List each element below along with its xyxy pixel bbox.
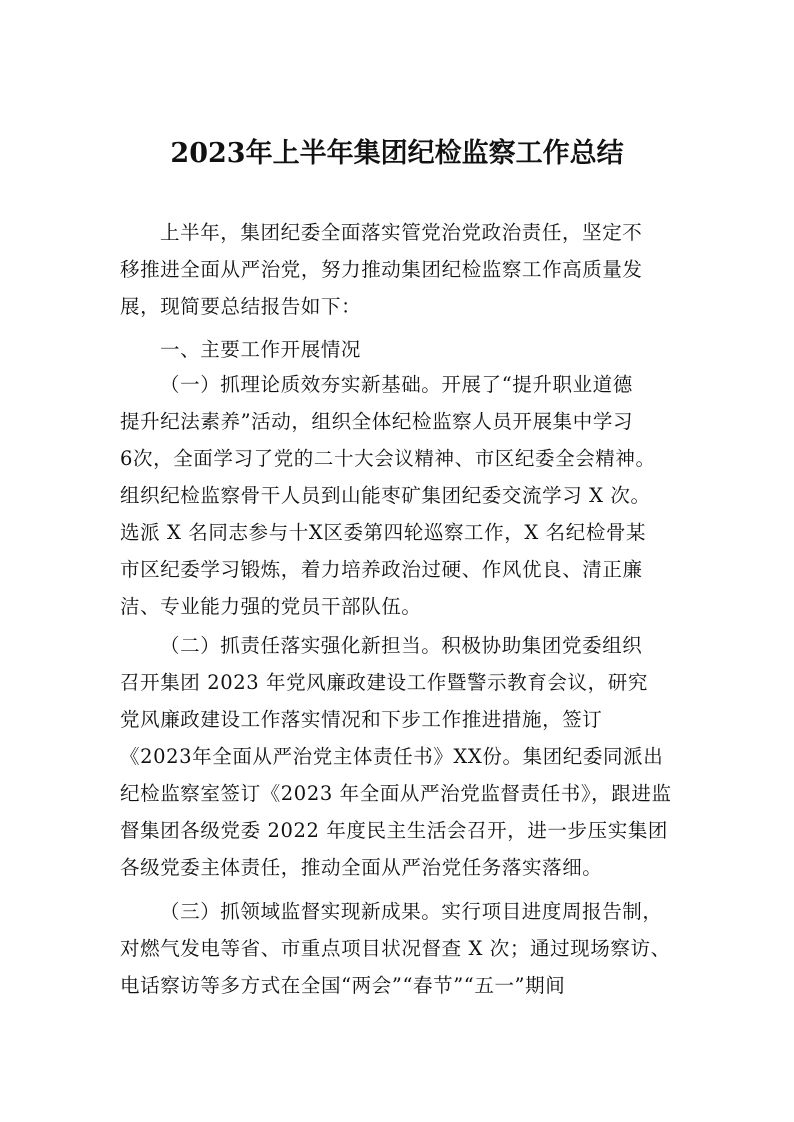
paragraph-line: 6次，全面学习了党的二十大会议精神、市区纪委全会精神。 [120, 447, 656, 470]
paragraph-line: 各级党委主体责任，推动全面从严治党任务落实落细。 [120, 856, 603, 879]
section-heading: 一、主要工作开展情况 [160, 338, 362, 361]
paragraph-line: 《2023年全面从严治党主体责任书》XX份。集团纪委同派出 [120, 745, 664, 768]
paragraph-line: 组织纪检监察骨干人员到山能枣矿集团纪委交流学习 X 次。 [120, 484, 651, 507]
paragraph-line: 召开集团 2023 年党风廉政建设工作暨警示教育会议，研究 [120, 671, 648, 694]
document-title: 2023年上半年集团纪检监察工作总结 [170, 138, 624, 169]
paragraph-line: 督集团各级党委 2022 年度民主生活会召开，进一步压实集团 [120, 819, 669, 842]
paragraph-line: 展，现简要总结报告如下： [120, 295, 362, 318]
paragraph-line: 移推进全面从严治党，努力推动集团纪检监察工作高质量发 [120, 258, 643, 281]
paragraph-line: 纪检监察室签订《2023 年全面从严治党监督责任书》，跟进监 [120, 782, 672, 805]
paragraph-line: 洁、专业能力强的党员干部队伍。 [120, 595, 422, 618]
paragraph-line: 选派 X 名同志参与十X区委第四轮巡察工作，X 名纪检骨某 [120, 521, 647, 544]
paragraph-line: （一）抓理论质效夯实新基础。开展了“提升职业道德 [160, 373, 633, 396]
paragraph-line: （二）抓责任落实强化新担当。积极协助集团党委组织 [160, 634, 643, 657]
paragraph-line: （三）抓领域监督实现新成果。实行项目进度周报告制， [160, 900, 663, 923]
paragraph-line: 电话察访等多方式在全国“两会”“春节”“五一”期间 [120, 974, 566, 997]
paragraph-line: 提升纪法素养”活动，组织全体纪检监察人员开展集中学习 [120, 410, 634, 433]
paragraph-line: 市区纪委学习锻炼，着力培养政治过硬、作风优良、清正廉 [120, 558, 643, 581]
paragraph-line: 党风廉政建设工作落实情况和下步工作推进措施，签订 [120, 708, 603, 731]
paragraph-line: 上半年，集团纪委全面落实管党治党政治责任，坚定不 [160, 221, 643, 244]
paragraph-line: 对燃气发电等省、市重点项目状况督查 X 次；通过现场察访、 [120, 937, 671, 960]
